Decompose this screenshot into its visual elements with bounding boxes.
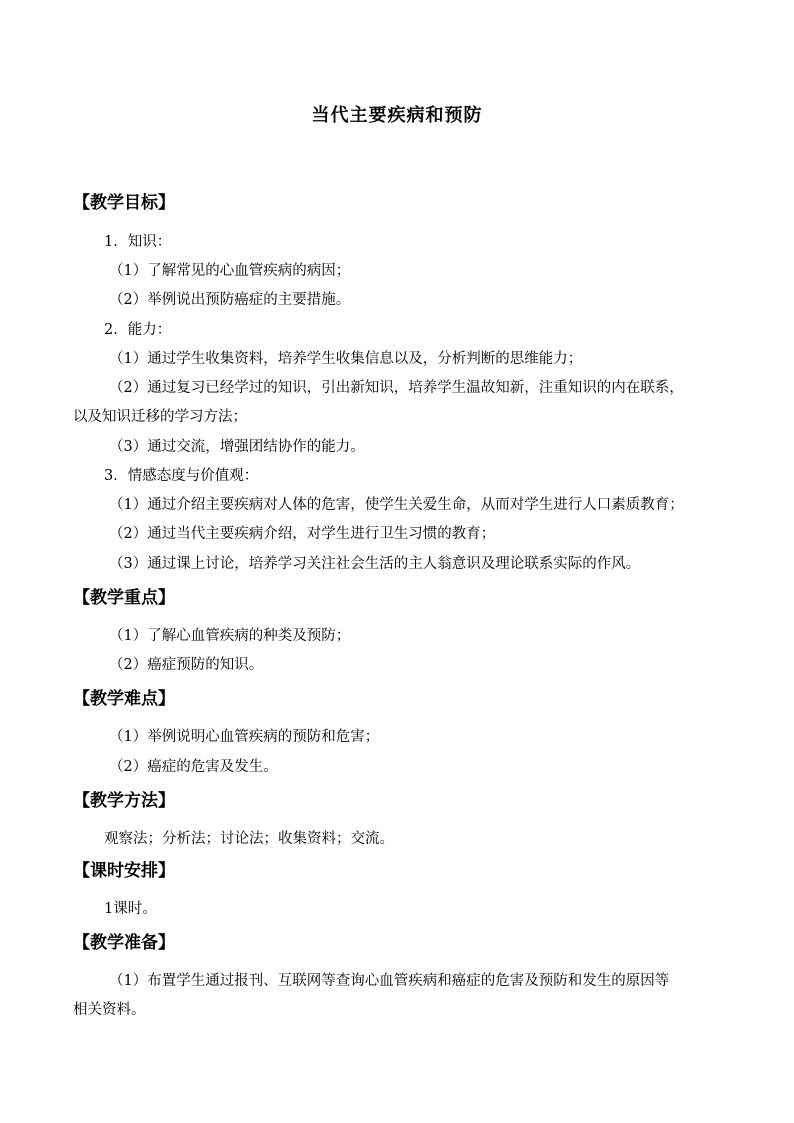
objective-line: （3）通过交流，增强团结协作的能力。 (109, 439, 365, 455)
section-heading-schedule: 【课时安排】 (73, 861, 175, 881)
difficulty-line: （1）举例说明心血管疾病的预防和危害； (109, 729, 380, 745)
preparation-line: 相关资料。 (73, 1002, 146, 1018)
schedule-line: 1课时。 (104, 901, 157, 917)
document-title: 当代主要疾病和预防 (311, 105, 483, 126)
objective-line: （3）通过课上讨论，培养学习关注社会生活的主人翁意识及理论联系实际的作风。 (109, 556, 641, 572)
objective-line: （2）举例说出预防癌症的主要措施。 (109, 292, 351, 308)
objective-line: 1．知识： (104, 234, 172, 250)
section-heading-objectives: 【教学目标】 (73, 193, 175, 213)
section-heading-key-points: 【教学重点】 (73, 588, 175, 608)
method-line: 观察法；分析法；讨论法；收集资料；交流。 (104, 831, 394, 847)
objective-line: （1）通过介绍主要疾病对人体的危害，使学生关爱生命，从而对学生进行人口素质教育； (109, 497, 684, 513)
key-point-line: （2）癌症预防的知识。 (109, 657, 264, 673)
objective-line: （2）通过当代主要疾病介绍，对学生进行卫生习惯的教育； (109, 526, 496, 542)
key-point-line: （1）了解心血管疾病的种类及预防； (109, 628, 351, 644)
section-heading-preparation: 【教学准备】 (73, 933, 175, 953)
section-heading-difficulties: 【教学难点】 (73, 689, 175, 709)
section-heading-methods: 【教学方法】 (73, 791, 175, 811)
objective-line: （2）通过复习已经学过的知识，引出新知识，培养学生温故知新，注重知识的内在联系， (109, 380, 684, 396)
objective-line: （1）了解常见的心血管疾病的病因； (109, 263, 351, 279)
preparation-line: （1）布置学生通过报刊、互联网等查询心血管疾病和癌症的危害及预防和发生的原因等 (109, 973, 670, 989)
objective-line: 以及知识迁移的学习方法； (73, 409, 247, 425)
objective-line: 3．情感态度与价值观： (104, 468, 259, 484)
difficulty-line: （2）癌症的危害及发生。 (109, 759, 278, 775)
objective-line: （1）通过学生收集资料，培养学生收集信息以及，分析判断的思维能力； (109, 351, 583, 367)
objective-line: 2．能力： (104, 322, 172, 338)
